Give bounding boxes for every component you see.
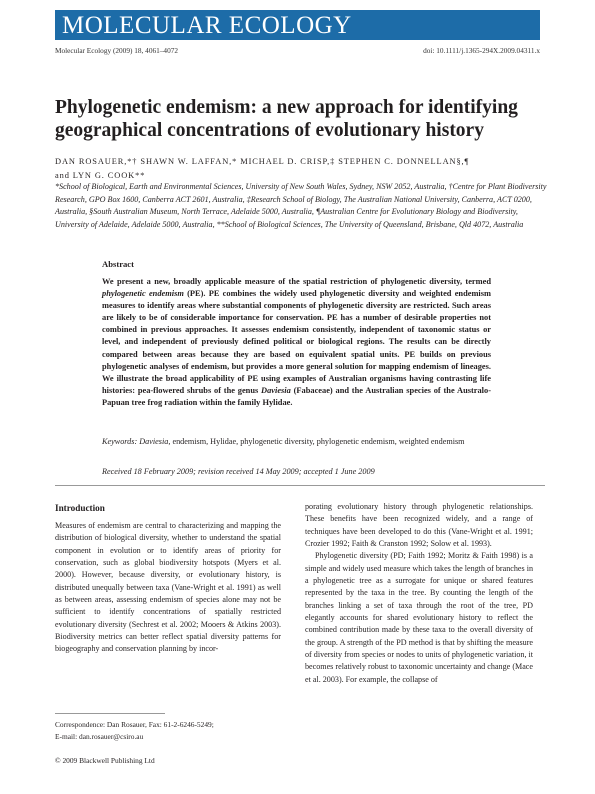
introduction-heading: Introduction (55, 503, 105, 513)
author-line-1: DAN ROSAUER,*† SHAWN W. LAFFAN,* MICHAEL D. CRISP,‡ STEPHEN C. DONNELLAN§,¶ (55, 157, 470, 166)
abstract-genus: Daviesia (261, 385, 291, 395)
abstract-text-3: (Fabaceae) and the Australian species of the Australo-Papuan tree frog radiation within the family Hylidae. (102, 385, 491, 407)
author-line-2: and LYN G. COOK** (55, 171, 146, 180)
abstract-heading: Abstract (102, 259, 134, 269)
right-column (305, 501, 533, 686)
copyright-notice: © 2009 Blackwell Publishing Ltd (55, 756, 155, 765)
keywords-rest: , endemism, Hylidae, phylogenetic diversity, phylogenetic endemism, weighted endemism (168, 437, 465, 446)
received-dates: Received 18 February 2009; revision received 14 May 2009; accepted 1 June 2009 (102, 467, 375, 476)
left-column (55, 520, 281, 656)
author-affiliations: *School of Biological, Earth and Environmental Sciences, University of New South Wales, Sydney, NSW 2052, Australia, †Centre for Plant Biodiversity Research, GPO Box 1600, Canberra ACT 2601, Australia, ‡Research School of Biology, The Australian National University, Canberra, ACT 0200, Australia, §South Australian Museum, North Terrace, Adelaide 5000, Australia, ¶Australian Centre for Evolutionary Biology and Biodiversity, University of Adelaide, Adelaide 5000, Australia, **School of Biological Sciences, The University of Queensland, Brisbane, Qld 4072, Australia (55, 182, 547, 229)
article-doi[interactable]: doi: 10.1111/j.1365-294X.2009.04311.x (423, 46, 540, 55)
keywords: Keywords: Daviesia, endemism, Hylidae, phylogenetic diversity, phylogenetic endemism, weighted endemism (102, 437, 465, 446)
abstract-text-2: (PE). PE combines the widely used phylogenetic diversity and weighted endemism measures to identify areas where substantial components of phylogenetic diversity are restricted. Such areas are likely to be of considerable importance for conservation. PE has a number of desirable properties not combined in previous approaches. It assesses endemism consistently, independent of taxonomic status or level, and independent of previously defined political or biological regions. The results can be directly compared between areas because they are based on equivalent spatial units. PE builds on previous phylogenetic analyses of endemism, but provides a more general solution for mapping endemism of lineages. We illustrate the broad applicability of PE using examples of Australian organisms having contrasting life histories: pea-flowered shrubs of the genus (102, 289, 491, 395)
abstract-body (102, 276, 491, 409)
intro-paragraph-3: Phylogenetic diversity (PD; Faith 1992; Moritz & Faith 1998) is a simple and widely used measure which takes the length of branches in a phylogenetic tree as a surrogate for unique or shared features represented by the taxa in the tree. By counting the length of the branches linking a set of taxa through the root of the tree, PD elegantly accounts for shared evolutionary history to reflect the combined contribution made by these taxa to the overall diversity of the group. A strength of the PD method is that by shifting the measure of diversity from species or nodes to units of phylogenetic variation, it becomes relatively robust to taxonomic uncertainty and change (Mace et al. 2003). For example, the collapse of (305, 551, 533, 684)
intro-paragraph-2: porating evolutionary history through phylogenetic relationships. These benefits have been recognized widely, and a range of techniques have been developed to do this (Vane-Wright et al. 1991; Crozier 1992; Faith & Cranston 1992; Solow et al. 1993). (305, 502, 533, 549)
section-divider (55, 485, 545, 486)
correspondence (55, 719, 281, 742)
journal-masthead (55, 10, 540, 40)
author-list (55, 155, 545, 183)
abstract-text-1: We present a new, broadly applicable measure of the spatial restriction of phylogenetic diversity, termed (102, 277, 491, 286)
intro-paragraph-1: Measures of endemism are central to characterizing and mapping the distribution of biological diversity, whether to understand the spatial component in evolution or to identify areas of priority for conservation, such as global biodiversity hotspots (Myers et al. 2000). However, because diversity, or evolutionary history, is distributed unequally between taxa (Vane-Wright et al. 1991) as well as between areas, assessing endemism of species alone may not be sufficient to identify concentrations of spatially restricted evolutionary diversity (Sechrest et al. 2002; Mooers & Atkins 2003). Biodiversity metrics can better reflect spatial diversity patterns for biogeography and conservation planning by incor- (55, 521, 281, 654)
correspondence-email[interactable]: E-mail: dan.rosauer@csiro.au (55, 731, 144, 741)
journal-citation: Molecular Ecology (2009) 18, 4061–4072 (55, 46, 179, 55)
footnote-divider (55, 713, 165, 714)
correspondence-line-1: Correspondence: Dan Rosauer, Fax: 61-2-6246-5249; (55, 720, 214, 729)
journal-masthead-text: MOLECULAR ECOLOGY (62, 12, 352, 39)
keyword-daviesia: Daviesia (139, 437, 169, 446)
article-title: Phylogenetic endemism: a new approach for identifying geographical concentrations of evolutionary history (55, 97, 518, 141)
abstract-term: phylogenetic endemism (102, 289, 184, 299)
keywords-label: Keywords (102, 437, 135, 446)
